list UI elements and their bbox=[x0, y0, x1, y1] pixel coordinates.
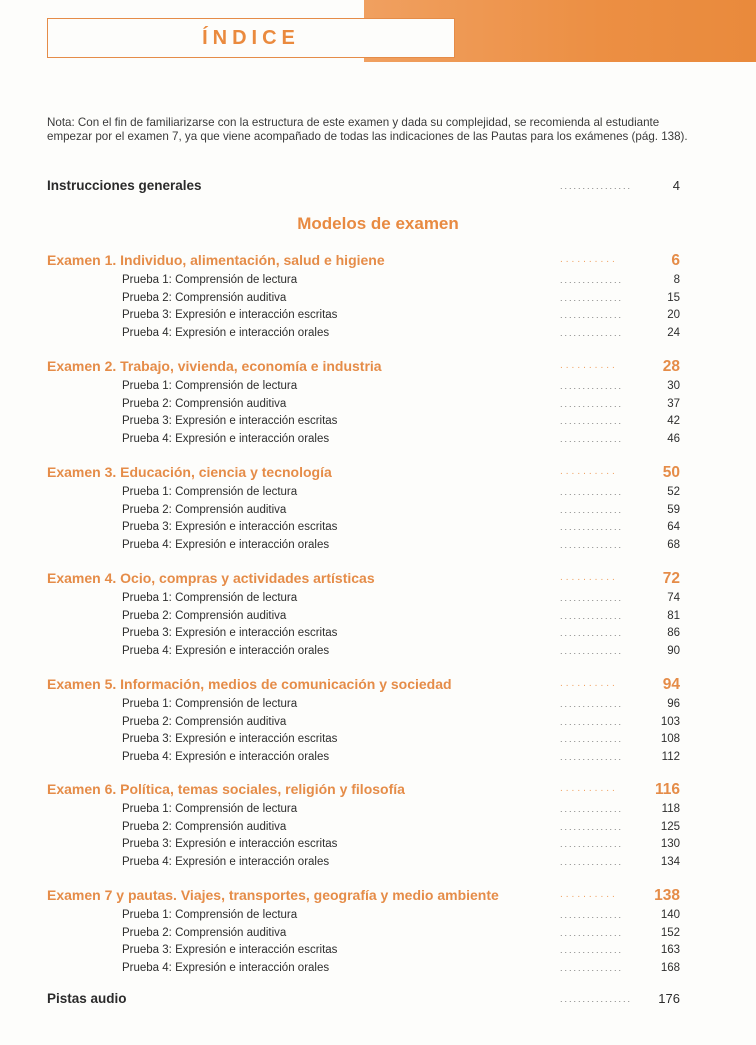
dot-leader: .............. bbox=[560, 628, 624, 639]
exam-title: Examen 2. Trabajo, vivienda, economía e industria bbox=[47, 358, 382, 374]
exam-page-number: 94 bbox=[662, 676, 680, 693]
dot-leader: .......... bbox=[560, 889, 618, 900]
prueba-entry[interactable] bbox=[47, 290, 680, 308]
dot-leader: .............. bbox=[560, 856, 624, 867]
dot-leader: .......... bbox=[560, 572, 618, 583]
dot-leader: .............. bbox=[560, 962, 624, 973]
prueba-entry[interactable] bbox=[47, 590, 680, 608]
dot-leader: .......... bbox=[560, 678, 618, 689]
exam-heading-6[interactable] bbox=[47, 781, 680, 799]
prueba-entry[interactable] bbox=[47, 907, 680, 925]
prueba-page-number: 74 bbox=[667, 592, 680, 604]
prueba-entry[interactable] bbox=[47, 749, 680, 767]
prueba-label: Prueba 2: Comprensión auditiva bbox=[122, 397, 287, 410]
exam-title: Examen 3. Educación, ciencia y tecnología bbox=[47, 464, 332, 480]
note-paragraph: Nota: Con el fin de familiarizarse con la estructura de este examen y dada su complejidad, se recomienda al estudiante empezar por el examen 7, ya que viene acompañado de todas las indicaciones de las Pautas para los exámenes (pág. 138). bbox=[47, 116, 688, 143]
dot-leader: .......... bbox=[560, 466, 618, 477]
prueba-page-number: 86 bbox=[667, 627, 680, 640]
prueba-page-number: 168 bbox=[660, 961, 680, 974]
toc-entry-label: Pistas audio bbox=[47, 991, 127, 1006]
dot-leader: .............. bbox=[560, 539, 624, 550]
prueba-entry[interactable] bbox=[47, 714, 680, 732]
prueba-label: Prueba 1: Comprensión de lectura bbox=[122, 274, 298, 286]
prueba-page-number: 152 bbox=[660, 926, 680, 939]
dot-leader: .............. bbox=[560, 804, 624, 814]
prueba-page-number: 81 bbox=[667, 609, 680, 622]
dot-leader: .............. bbox=[560, 310, 624, 321]
prueba-entry[interactable] bbox=[47, 696, 680, 714]
prueba-label: Prueba 1: Comprensión de lectura bbox=[122, 486, 298, 498]
prueba-page-number: 125 bbox=[660, 820, 680, 833]
prueba-entry[interactable] bbox=[47, 731, 680, 749]
prueba-entry[interactable] bbox=[47, 378, 680, 396]
prueba-label: Prueba 3: Expresión e interacción escritas bbox=[122, 521, 338, 534]
section-heading: Modelos de examen bbox=[297, 214, 459, 233]
prueba-label: Prueba 2: Comprensión auditiva bbox=[122, 820, 287, 833]
dot-leader: .............. bbox=[560, 645, 624, 656]
prueba-page-number: 108 bbox=[660, 733, 680, 746]
prueba-page-number: 30 bbox=[667, 380, 680, 392]
exam-heading-4[interactable] bbox=[47, 570, 680, 588]
dot-leader: .............. bbox=[560, 433, 624, 444]
prueba-label: Prueba 3: Expresión e interacción escritas bbox=[122, 733, 338, 746]
prueba-page-number: 118 bbox=[661, 803, 680, 815]
prueba-label: Prueba 1: Comprensión de lectura bbox=[122, 592, 298, 604]
prueba-page-number: 130 bbox=[660, 838, 680, 851]
dot-leader: .............. bbox=[560, 751, 624, 762]
prueba-entry[interactable] bbox=[47, 819, 680, 837]
prueba-page-number: 59 bbox=[667, 503, 680, 516]
prueba-label: Prueba 4: Expresión e interacción orales bbox=[122, 961, 330, 974]
page-title: ÍNDICE bbox=[202, 27, 300, 49]
toc-entry-instructions[interactable] bbox=[47, 178, 680, 196]
exam-page-number: 72 bbox=[662, 570, 680, 587]
prueba-label: Prueba 1: Comprensión de lectura bbox=[122, 698, 298, 710]
prueba-page-number: 20 bbox=[667, 309, 680, 322]
prueba-entry[interactable] bbox=[47, 537, 680, 555]
prueba-entry[interactable] bbox=[47, 643, 680, 661]
dot-leader: .............. bbox=[560, 821, 624, 832]
dot-leader: .............. bbox=[560, 381, 624, 391]
index-title-box bbox=[47, 18, 455, 58]
prueba-page-number: 90 bbox=[667, 644, 680, 657]
prueba-label: Prueba 1: Comprensión de lectura bbox=[122, 380, 298, 392]
prueba-entry[interactable] bbox=[47, 625, 680, 643]
dot-leader: .............. bbox=[560, 504, 624, 515]
dot-leader: .............. bbox=[560, 522, 624, 533]
exam-title: Examen 5. Información, medios de comunicación y sociedad bbox=[47, 676, 452, 692]
dot-leader: .............. bbox=[560, 327, 624, 338]
dot-leader: .......... bbox=[560, 360, 618, 371]
prueba-entry[interactable] bbox=[47, 854, 680, 872]
prueba-label: Prueba 4: Expresión e interacción orales bbox=[122, 855, 330, 868]
prueba-page-number: 140 bbox=[660, 909, 680, 921]
toc-entry-audio[interactable] bbox=[47, 991, 680, 1009]
dot-leader: .......... bbox=[560, 783, 618, 794]
prueba-entry[interactable] bbox=[47, 502, 680, 520]
prueba-label: Prueba 2: Comprensión auditiva bbox=[122, 503, 287, 516]
dot-leader: .............. bbox=[560, 716, 624, 727]
prueba-label: Prueba 2: Comprensión auditiva bbox=[122, 609, 287, 622]
prueba-entry[interactable] bbox=[47, 608, 680, 626]
exam-heading-2[interactable] bbox=[47, 358, 680, 376]
exam-page-number: 50 bbox=[662, 464, 680, 481]
prueba-page-number: 103 bbox=[660, 715, 680, 728]
toc-entry-label: Instrucciones generales bbox=[47, 178, 202, 193]
prueba-label: Prueba 3: Expresión e interacción escritas bbox=[122, 838, 338, 851]
dot-leader: .............. bbox=[560, 416, 624, 427]
exam-heading-5[interactable] bbox=[47, 676, 680, 694]
dot-leader: .............. bbox=[560, 910, 624, 920]
prueba-label: Prueba 3: Expresión e interacción escritas bbox=[122, 415, 338, 428]
prueba-page-number: 37 bbox=[667, 397, 680, 410]
prueba-label: Prueba 2: Comprensión auditiva bbox=[122, 715, 287, 728]
dot-leader: .............. bbox=[560, 610, 624, 621]
prueba-entry[interactable] bbox=[47, 484, 680, 502]
prueba-entry[interactable] bbox=[47, 519, 680, 537]
prueba-page-number: 68 bbox=[667, 538, 680, 551]
prueba-page-number: 96 bbox=[667, 698, 680, 710]
exam-page-number: 138 bbox=[654, 887, 680, 904]
prueba-label: Prueba 1: Comprensión de lectura bbox=[122, 803, 298, 815]
exam-title: Examen 4. Ocio, compras y actividades artísticas bbox=[47, 570, 375, 586]
prueba-page-number: 64 bbox=[667, 521, 680, 534]
prueba-page-number: 15 bbox=[667, 291, 680, 304]
dot-leader: .............. bbox=[560, 699, 624, 709]
prueba-entry[interactable] bbox=[47, 396, 680, 414]
prueba-label: Prueba 3: Expresión e interacción escritas bbox=[122, 309, 338, 322]
prueba-label: Prueba 2: Comprensión auditiva bbox=[122, 926, 287, 939]
prueba-page-number: 163 bbox=[660, 944, 680, 957]
prueba-entry[interactable] bbox=[47, 942, 680, 960]
prueba-page-number: 46 bbox=[667, 432, 680, 445]
dot-leader: .............. bbox=[560, 398, 624, 409]
prueba-page-number: 112 bbox=[661, 750, 680, 763]
dot-leader: ................ bbox=[560, 994, 633, 1004]
dot-leader: .............. bbox=[560, 487, 624, 497]
toc-page-number: 4 bbox=[672, 178, 680, 193]
prueba-page-number: 52 bbox=[667, 486, 680, 498]
dot-leader: ................ bbox=[560, 181, 633, 191]
dot-leader: .......... bbox=[560, 254, 618, 265]
exam-page-number: 6 bbox=[671, 252, 680, 269]
dot-leader: .............. bbox=[560, 275, 624, 285]
prueba-page-number: 8 bbox=[673, 274, 680, 286]
prueba-label: Prueba 4: Expresión e interacción orales bbox=[122, 432, 330, 445]
dot-leader: .............. bbox=[560, 292, 624, 303]
dot-leader: .............. bbox=[560, 927, 624, 938]
prueba-label: Prueba 4: Expresión e interacción orales bbox=[122, 750, 330, 763]
dot-leader: .............. bbox=[560, 593, 624, 603]
prueba-label: Prueba 4: Expresión e interacción orales bbox=[122, 326, 330, 339]
exam-title: Examen 1. Individuo, alimentación, salud e higiene bbox=[47, 252, 385, 268]
prueba-entry[interactable] bbox=[47, 413, 680, 431]
exam-heading-1[interactable] bbox=[47, 252, 680, 270]
dot-leader: .............. bbox=[560, 945, 624, 956]
prueba-entry[interactable] bbox=[47, 960, 680, 978]
prueba-entry[interactable] bbox=[47, 307, 680, 325]
prueba-label: Prueba 1: Comprensión de lectura bbox=[122, 909, 298, 921]
dot-leader: .............. bbox=[560, 734, 624, 745]
prueba-entry[interactable] bbox=[47, 272, 680, 290]
prueba-label: Prueba 4: Expresión e interacción orales bbox=[122, 538, 330, 551]
exam-page-number: 28 bbox=[662, 358, 680, 375]
dot-leader: .............. bbox=[560, 839, 624, 850]
prueba-label: Prueba 2: Comprensión auditiva bbox=[122, 291, 287, 304]
exam-heading-7[interactable] bbox=[47, 887, 680, 905]
prueba-page-number: 24 bbox=[667, 326, 680, 339]
prueba-page-number: 42 bbox=[667, 415, 680, 428]
prueba-entry[interactable] bbox=[47, 925, 680, 943]
toc-page-number: 176 bbox=[658, 991, 680, 1006]
prueba-label: Prueba 4: Expresión e interacción orales bbox=[122, 644, 330, 657]
prueba-entry[interactable] bbox=[47, 801, 680, 819]
exam-heading-3[interactable] bbox=[47, 464, 680, 482]
prueba-label: Prueba 3: Expresión e interacción escritas bbox=[122, 944, 338, 957]
exam-page-number: 116 bbox=[654, 781, 680, 798]
prueba-entry[interactable] bbox=[47, 836, 680, 854]
prueba-page-number: 134 bbox=[660, 855, 680, 868]
prueba-entry[interactable] bbox=[47, 325, 680, 343]
exam-title: Examen 7 y pautas. Viajes, transportes, geografía y medio ambiente bbox=[47, 887, 499, 903]
prueba-label: Prueba 3: Expresión e interacción escritas bbox=[122, 627, 338, 640]
exam-title: Examen 6. Política, temas sociales, religión y filosofía bbox=[47, 781, 405, 797]
prueba-entry[interactable] bbox=[47, 431, 680, 449]
